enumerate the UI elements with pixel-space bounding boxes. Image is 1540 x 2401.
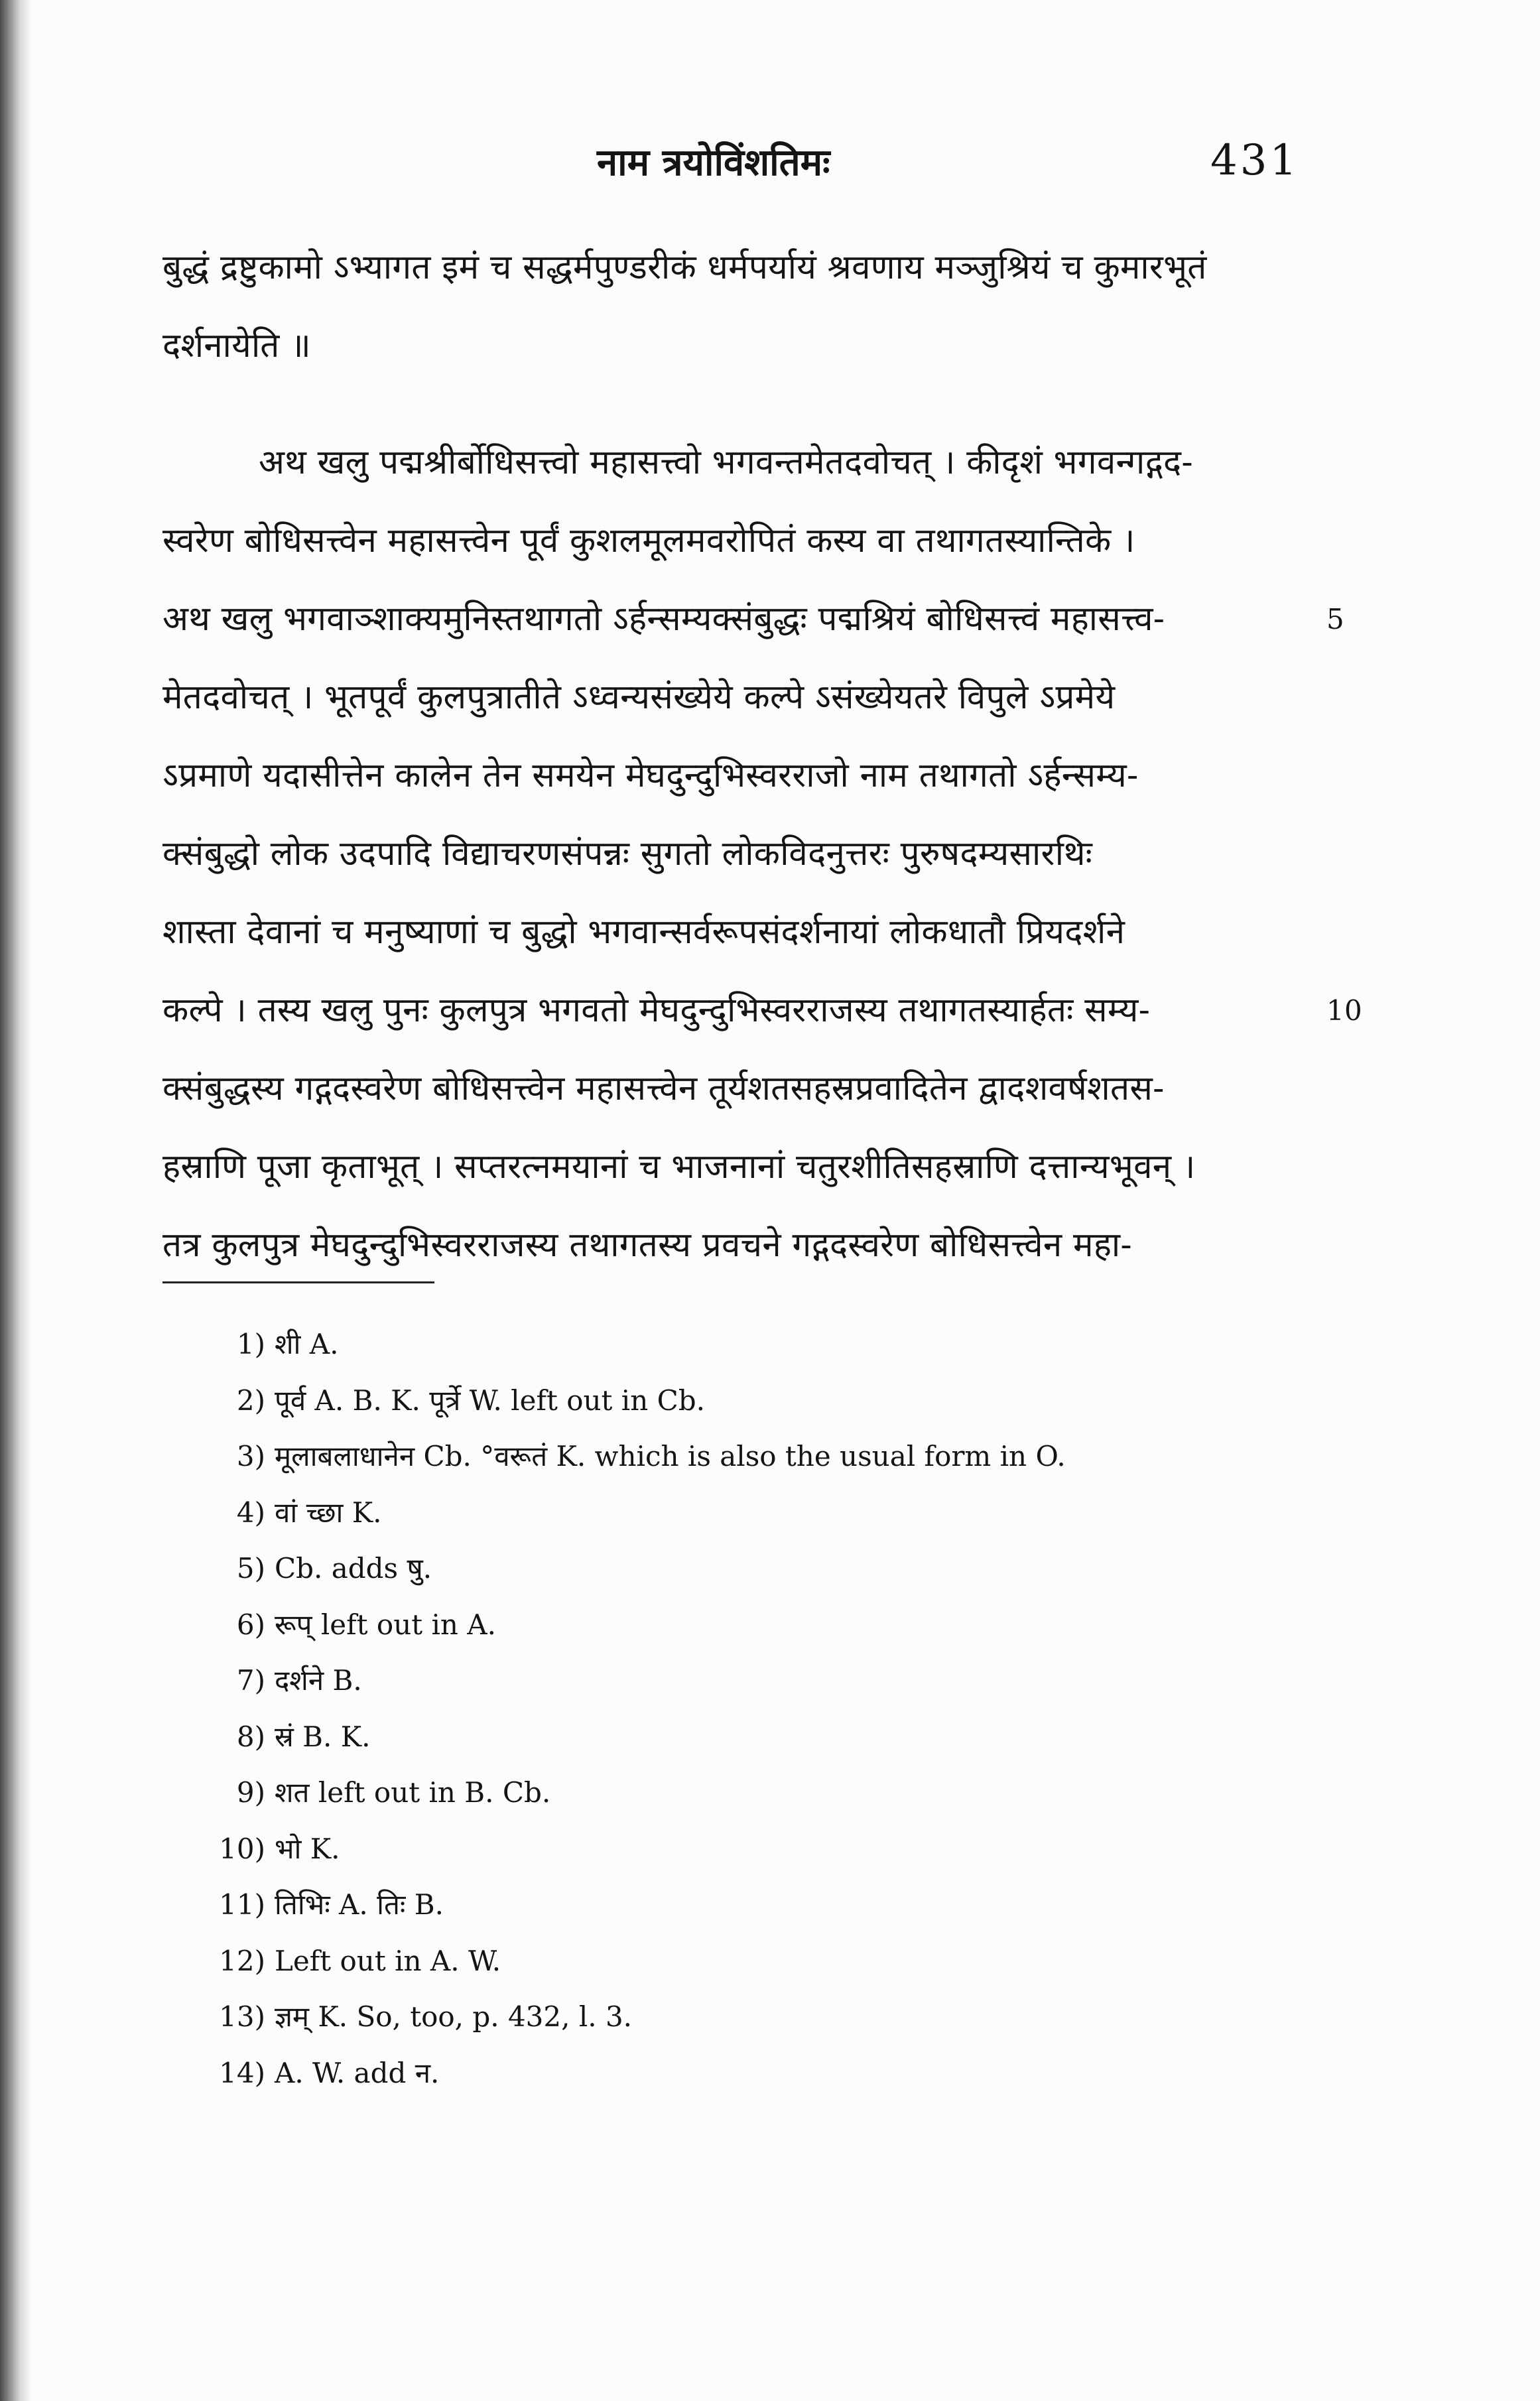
text-line-content: अथ खलु भगवाञ्शाक्यमुनिस्तथागतो ऽर्हन्सम्यक्संबुद्धः पद्मश्रियं बोधिसत्त्वं महासत्त्व- xyxy=(162,600,1165,639)
text-line-content: मेतदवोचत् । भूतपूर्वं कुलपुत्रातीते ऽध्वन्यसंख्येये कल्पे ऽसंख्येयतरे विपुले ऽप्रमेये xyxy=(162,678,1116,717)
page-binding-edge xyxy=(0,0,32,2401)
text-line xyxy=(162,1128,1303,1206)
text-line-content: दर्शनायेति ॥ xyxy=(162,326,311,365)
footnote xyxy=(219,1877,1280,1933)
footnote-number: 14) xyxy=(219,2056,265,2089)
footnote-number: 12) xyxy=(219,1944,265,1977)
text-line-content: अथ खलु पद्मश्रीर्बोधिसत्त्वो महासत्त्वो भगवन्तमेतदवोचत् । कीदृशं भगवन्गद्गद- xyxy=(259,443,1193,482)
footnote-number: 11) xyxy=(219,1888,265,1921)
footnote xyxy=(219,1653,1280,1709)
footnote-text: रूप् left out in A. xyxy=(275,1608,496,1641)
text-line-content: कल्पे । तस्य खलु पुनः कुलपुत्र भगवतो मेघदुन्दुभिस्वरराजस्य तथागतस्यार्हतः सम्य- xyxy=(162,991,1151,1030)
text-line xyxy=(162,659,1303,737)
footnote-text: Left out in A. W. xyxy=(275,1944,501,1977)
text-line xyxy=(162,307,1303,385)
text-line-content: शास्ता देवानां च मनुष्याणां च बुद्धो भगवान्सर्वरूपसंदर्शनायां लोकधातौ प्रियदर्शने xyxy=(162,913,1125,952)
footnote-text: मूलाबलाधानेन Cb. °वरूतं K. which is also the usual form in O. xyxy=(275,1440,1066,1472)
text-line-content: स्वरेण बोधिसत्त्वेन महासत्त्वेन पूर्वं कुशलमूलमवरोपितं कस्य वा तथागतस्यान्तिके । xyxy=(162,521,1135,560)
text-line xyxy=(162,815,1303,893)
text-line xyxy=(162,502,1303,580)
footnote-number: 7) xyxy=(236,1664,265,1697)
text-line-content: ऽप्रमाणे यदासीत्तेन कालेन तेन समयेन मेघदुन्दुभिस्वरराजो नाम तथागतो ऽर्हन्सम्य- xyxy=(162,756,1139,795)
footnote-text: शी A. xyxy=(275,1328,339,1360)
text-line-content: बुद्धं द्रष्टुकामो ऽभ्यागत इमं च सद्धर्मपुण्डरीकं धर्मपर्यायं श्रवणाय मञ्जुश्रियं च कुमारभूतं xyxy=(162,248,1207,287)
footnote-text: दर्शने B. xyxy=(275,1664,362,1697)
text-line xyxy=(162,1050,1303,1128)
footnote-number: 8) xyxy=(236,1720,265,1753)
footnote-number: 9) xyxy=(236,1776,265,1809)
footnote xyxy=(219,1933,1280,1990)
paragraph-gap xyxy=(162,385,1303,424)
footnote xyxy=(219,1989,1280,2045)
text-line-content: क्संबुद्धो लोक उदपादि विद्याचरणसंपन्नः सुगतो लोकविदनुत्तरः पुरुषदम्यसारथिः xyxy=(162,834,1093,874)
footnote xyxy=(219,1541,1280,1597)
footnote-number: 1) xyxy=(236,1328,265,1360)
text-line xyxy=(162,229,1303,307)
footnote-number: 3) xyxy=(236,1440,265,1472)
footnote-number: 5) xyxy=(236,1552,265,1585)
footnotes xyxy=(219,1317,1280,2101)
footnote-number: 10) xyxy=(219,1832,265,1865)
text-line-content: तत्र कुलपुत्र मेघदुन्दुभिस्वरराजस्य तथागतस्य प्रवचने गद्गदस्वरेण बोधिसत्त्वेन महा- xyxy=(162,1226,1132,1265)
running-head: नाम त्रयोविंशतिमः xyxy=(597,141,830,184)
footnote-text: भो K. xyxy=(275,1832,340,1865)
text-line xyxy=(162,972,1363,1050)
footnote xyxy=(219,1821,1280,1878)
footnote xyxy=(219,1317,1280,1373)
footnote-text: शत left out in B. Cb. xyxy=(275,1776,551,1809)
footnote-text: Cb. adds षु. xyxy=(275,1552,432,1585)
footnote xyxy=(219,1765,1280,1821)
text-line xyxy=(162,580,1345,659)
footnote xyxy=(219,1597,1280,1654)
footnote-number: 6) xyxy=(236,1608,265,1641)
text-line xyxy=(162,737,1303,815)
page-header xyxy=(0,136,1540,196)
footnote-number: 2) xyxy=(236,1384,265,1417)
footnote xyxy=(219,1485,1280,1541)
page-number: 431 xyxy=(1210,136,1300,185)
text-line xyxy=(162,424,1303,502)
footnote-text: वां च्छा K. xyxy=(275,1496,382,1529)
footnote-text: ज्ञम् K. So, too, p. 432, l. 3. xyxy=(275,2000,633,2033)
text-line xyxy=(162,1206,1303,1285)
margin-line-number: 5 xyxy=(1326,603,1345,635)
footnote-divider xyxy=(162,1281,434,1283)
footnote-number: 13) xyxy=(219,2000,265,2033)
margin-line-number: 10 xyxy=(1326,994,1363,1027)
main-text xyxy=(162,229,1363,1285)
footnote-text: A. W. add न. xyxy=(275,2056,440,2089)
footnote xyxy=(219,1373,1280,1429)
footnote xyxy=(219,2045,1280,2102)
text-line-content: क्संबुद्धस्य गद्गदस्वरेण बोधिसत्त्वेन महासत्त्वेन तूर्यशतसहस्रप्रवादितेन द्वादशवर्षशतस- xyxy=(162,1069,1165,1108)
text-line-content: हस्राणि पूजा कृताभूत् । सप्तरत्नमयानां च भाजनानां चतुरशीतिसहस्राणि दत्तान्यभूवन् । xyxy=(162,1147,1196,1187)
text-line xyxy=(162,893,1303,972)
footnote-text: स्रं B. K. xyxy=(275,1720,371,1753)
footnote-number: 4) xyxy=(236,1496,265,1529)
footnote xyxy=(219,1709,1280,1766)
footnote xyxy=(219,1429,1280,1485)
footnote-text: तिभिः A. तिः B. xyxy=(275,1888,444,1921)
footnote-text: पूर्व A. B. K. पूर्त्रे W. left out in Cb. xyxy=(275,1384,705,1417)
